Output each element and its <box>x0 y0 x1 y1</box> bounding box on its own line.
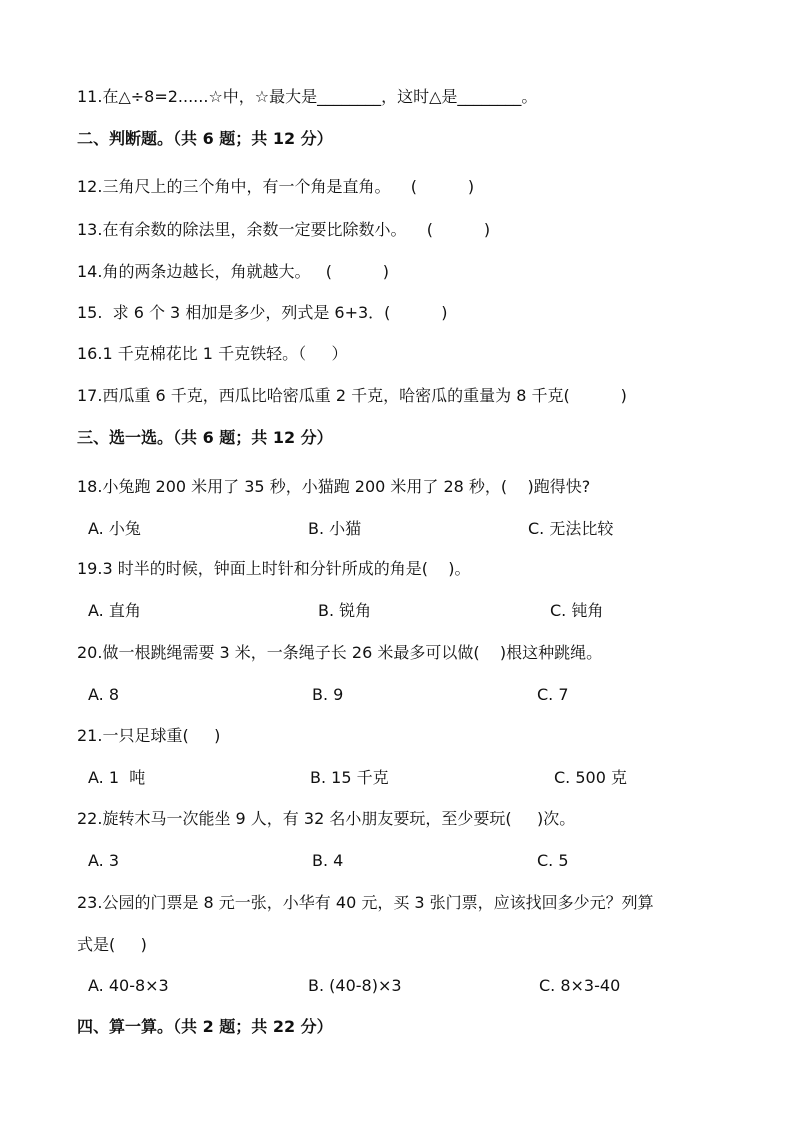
question-14: 14.角的两条边越长，角就越大。 ( ) <box>77 262 390 281</box>
option-23-b: B. (40-8)×3 <box>308 976 402 995</box>
question-12: 12.三角尺上的三个角中，有一个角是直角。 ( ) <box>77 177 475 196</box>
question-22: 22.旋转木马一次能坐 9 人，有 32 名小朋友要玩，至少要玩( )次。 <box>77 809 576 828</box>
question-20: 20.做一根跳绳需要 3 米，一条绳子长 26 米最多可以做( )根这种跳绳。 <box>77 643 603 662</box>
option-23-c: C. 8×3-40 <box>539 976 621 995</box>
option-23-a: A. 40-8×3 <box>88 976 169 995</box>
question-23-line2: 式是( ) <box>77 935 147 954</box>
option-22-b: B. 4 <box>312 851 344 870</box>
question-18: 18.小兔跑 200 米用了 35 秒，小猫跑 200 米用了 28 秒，( )跑得快? <box>77 477 591 496</box>
question-11: 11.在△÷8=2......☆中，☆最大是________，这时△是________。 <box>77 87 538 106</box>
question-23-line1: 23.公园的门票是 8 元一张，小华有 40 元，买 3 张门票，应该找回多少元？列算 <box>77 893 654 912</box>
question-15: 15. 求 6 个 3 相加是多少，列式是 6+3．( ) <box>77 303 448 322</box>
option-18-c: C. 无法比较 <box>528 519 614 538</box>
option-21-a: A. 1 吨 <box>88 768 146 787</box>
question-16: 16.1 千克棉花比 1 千克铁轻。（ ） <box>77 344 348 363</box>
option-20-c: C. 7 <box>537 685 569 704</box>
question-19: 19.3 时半的时候，钟面上时针和分针所成的角是( )。 <box>77 559 471 578</box>
option-19-a: A. 直角 <box>88 601 141 620</box>
question-13: 13.在有余数的除法里，余数一定要比除数小。 ( ) <box>77 220 491 239</box>
option-20-b: B. 9 <box>312 685 344 704</box>
section-heading-judge: 二、判断题。（共 6 题；共 12 分） <box>77 129 333 148</box>
option-18-b: B. 小猫 <box>308 519 362 538</box>
question-21: 21.一只足球重( ) <box>77 726 221 745</box>
option-21-b: B. 15 千克 <box>310 768 389 787</box>
option-20-a: A. 8 <box>88 685 120 704</box>
question-17: 17.西瓜重 6 千克，西瓜比哈密瓜重 2 千克，哈密瓜的重量为 8 千克( ) <box>77 386 627 405</box>
section-heading-calc: 四、算一算。（共 2 题；共 22 分） <box>77 1017 333 1036</box>
section-heading-choice: 三、选一选。（共 6 题；共 12 分） <box>77 428 333 447</box>
option-21-c: C. 500 克 <box>554 768 627 787</box>
option-22-a: A. 3 <box>88 851 120 870</box>
option-22-c: C. 5 <box>537 851 569 870</box>
option-19-b: B. 锐角 <box>318 601 372 620</box>
option-19-c: C. 钝角 <box>550 601 604 620</box>
option-18-a: A. 小兔 <box>88 519 141 538</box>
